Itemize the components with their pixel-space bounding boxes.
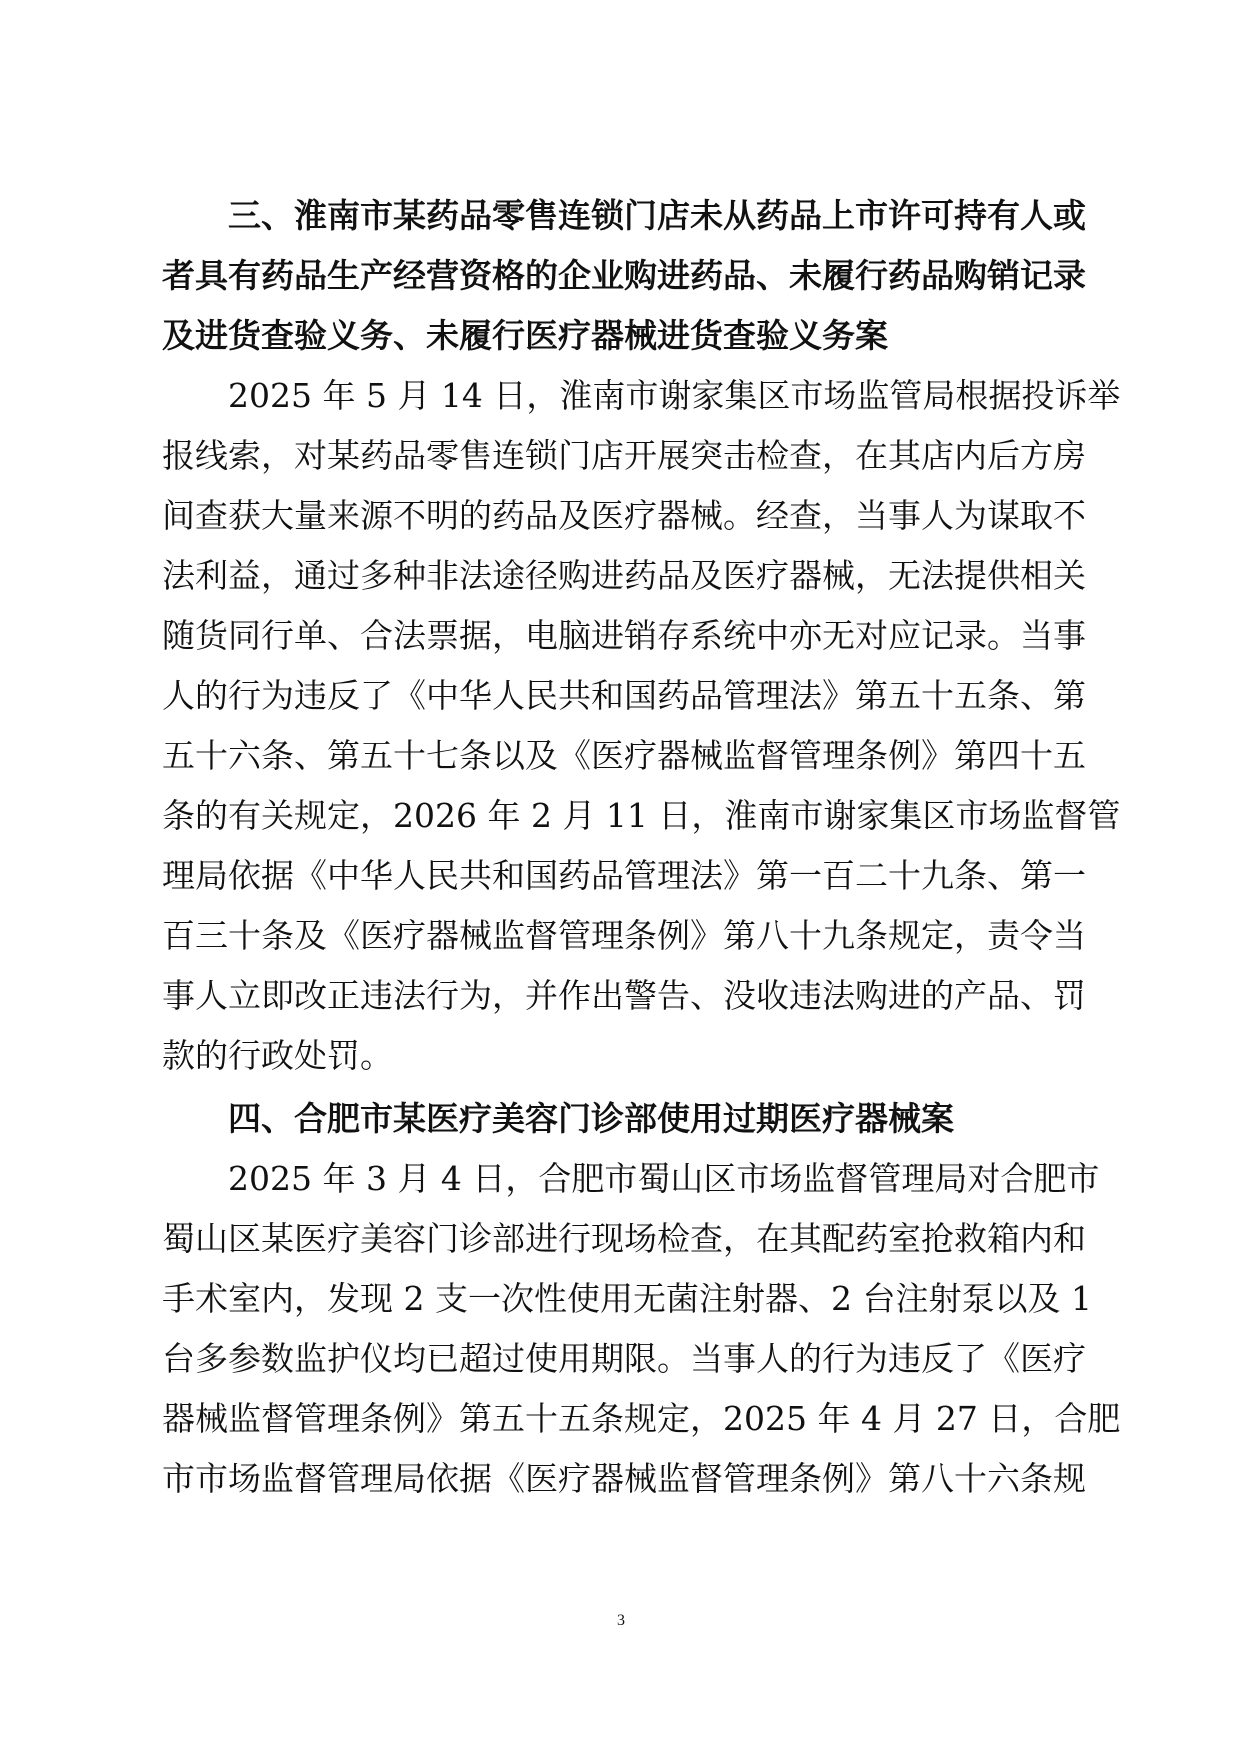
section-3-body-line: 理局依据《中华人民共和国药品管理法》第一百二十九条、第一 bbox=[162, 856, 1086, 895]
section-3-body-line: 法利益，通过多种非法途径购进药品及医疗器械，无法提供相关 bbox=[162, 556, 1086, 595]
page-number: 3 bbox=[617, 1612, 625, 1629]
section-3-body-line: 2025 年 5 月 14 日，淮南市谢家集区市场监管局根据投诉举 bbox=[228, 376, 1121, 415]
section-3-body-line: 人的行为违反了《中华人民共和国药品管理法》第五十五条、第 bbox=[162, 676, 1086, 715]
section-3-body-line: 事人立即改正违法行为，并作出警告、没收违法购进的产品、罚 bbox=[162, 976, 1086, 1015]
section-3-heading-line-1: 三、淮南市某药品零售连锁门店未从药品上市许可持有人或 bbox=[228, 196, 1086, 235]
section-4-body-line: 蜀山区某医疗美容门诊部进行现场检查，在其配药室抢救箱内和 bbox=[162, 1219, 1086, 1258]
section-3-body-line: 条的有关规定，2026 年 2 月 11 日，淮南市谢家集区市场监督管 bbox=[162, 796, 1121, 835]
section-4-body-line: 2025 年 3 月 4 日，合肥市蜀山区市场监督管理局对合肥市 bbox=[228, 1159, 1100, 1198]
section-3-body-line: 百三十条及《医疗器械监督管理条例》第八十九条规定，责令当 bbox=[162, 916, 1086, 955]
section-3-body-line: 款的行政处罚。 bbox=[162, 1036, 393, 1075]
section-3-body-line: 随货同行单、合法票据，电脑进销存系统中亦无对应记录。当事 bbox=[162, 616, 1086, 655]
section-4-body-line: 手术室内，发现 2 支一次性使用无菌注射器、2 台注射泵以及 1 bbox=[162, 1279, 1092, 1318]
section-3-body-line: 报线索，对某药品零售连锁门店开展突击检查，在其店内后方房 bbox=[162, 436, 1086, 475]
section-3-heading-line-2: 者具有药品生产经营资格的企业购进药品、未履行药品购销记录 bbox=[162, 256, 1086, 295]
section-3-body-line: 间查获大量来源不明的药品及医疗器械。经查，当事人为谋取不 bbox=[162, 496, 1086, 535]
section-4-body-line: 器械监督管理条例》第五十五条规定，2025 年 4 月 27 日，合肥 bbox=[162, 1399, 1121, 1438]
section-3-body-line: 五十六条、第五十七条以及《医疗器械监督管理条例》第四十五 bbox=[162, 736, 1086, 775]
section-4-body-line: 市市场监督管理局依据《医疗器械监督管理条例》第八十六条规 bbox=[162, 1459, 1086, 1498]
section-3-heading-line-3: 及进货查验义务、未履行医疗器械进货查验义务案 bbox=[162, 316, 888, 355]
section-4-heading: 四、合肥市某医疗美容门诊部使用过期医疗器械案 bbox=[228, 1099, 954, 1138]
section-4-body-line: 台多参数监护仪均已超过使用期限。当事人的行为违反了《医疗 bbox=[162, 1339, 1086, 1378]
